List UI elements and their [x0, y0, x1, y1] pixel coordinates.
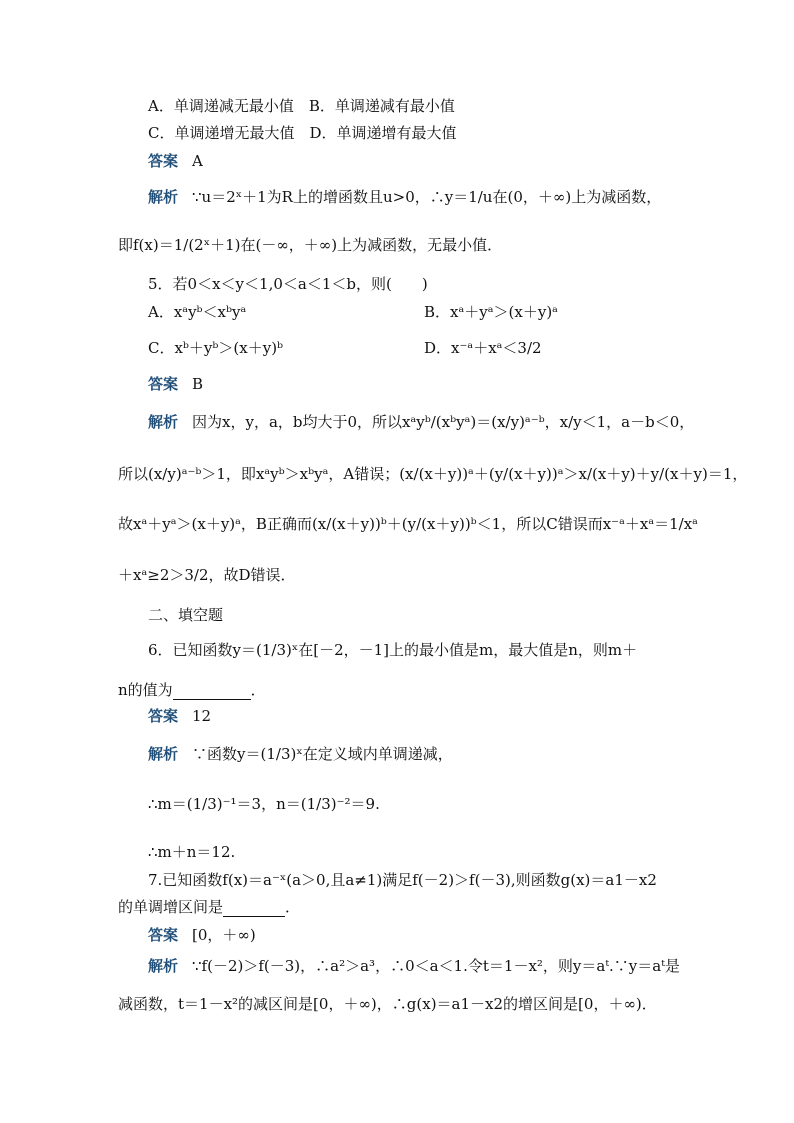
q5-stem: 5．若0＜x＜y＜1,0＜a＜1＜b，则( ): [148, 275, 428, 293]
answer-value: [0，＋∞): [192, 926, 256, 944]
answer-label: 答案: [148, 375, 179, 393]
q4-solution-line1: 解析 ∵u＝2ˣ＋1为R上的增函数且u>0，∴y＝1/u在(0，＋∞)上为减函数，: [148, 188, 662, 206]
q7-solution-line2: 减函数，t＝1－x²的减区间是[0，＋∞)，∴g(x)＝a1－x2的增区间是[0，＋∞)．: [118, 995, 657, 1013]
q5-answer: [148, 374, 203, 394]
solution-label: 解析: [148, 413, 179, 431]
q5-solution-line3: 故xᵃ＋yᵃ＞(x＋y)ᵃ，B正确而(x/(x＋y))ᵇ＋(y/(x＋y))ᵇ＜1，所以C错误而x⁻ᵃ＋xᵃ＝1/xᵃ: [118, 515, 698, 533]
q4-options-ab: A．单调递减无最小值 B．单调递减有最小值: [148, 97, 455, 115]
answer-value: 12: [192, 707, 212, 725]
q7-answer: [148, 925, 256, 945]
answer-value: B: [192, 375, 204, 393]
answer-label: 答案: [148, 926, 179, 944]
q6-stem-line1: 6．已知函数y＝(1/3)ˣ在[－2，－1]上的最小值是m，最大值是n，则m＋: [148, 641, 638, 659]
q5-option-d: D．x⁻ᵃ＋xᵃ＜3/2: [424, 339, 542, 357]
q6-solution-line3: ∴m＋n＝12.: [148, 843, 236, 861]
solution-label: 解析: [148, 188, 179, 206]
q6-solution-line1: 解析 ∵函数y＝(1/3)ˣ在定义域内单调递减，: [148, 745, 453, 763]
q5-solution-line4: ＋xᵃ≥2＞3/2，故D错误．: [118, 566, 296, 584]
q6-stem-line2: n的值为 ．: [118, 681, 266, 699]
q7-stem-line2: 的单调增区间是 ．: [118, 898, 301, 916]
q5-option-c: C．xᵇ＋yᵇ＞(x＋y)ᵇ: [148, 339, 284, 357]
answer-blank: [223, 900, 285, 917]
answer-blank: [173, 683, 251, 700]
answer-label: 答案: [148, 152, 179, 170]
q5-solution-line2: 所以(x/y)ᵃ⁻ᵇ＞1，即xᵃyᵇ＞xᵇyᵃ，A错误；(x/(x＋y))ᵃ＋(y/(x＋y))ᵃ＞x/(x＋y)＋y/(x＋y)＝1，: [118, 465, 748, 483]
q7-solution-line1: 解析 ∵f(－2)＞f(－3)，∴a²＞a³，∴0＜a＜1.令t＝1－x²，则y＝aᵗ.∵y＝aᵗ是: [148, 957, 680, 975]
solution-label: 解析: [148, 957, 179, 975]
solution-label: 解析: [148, 745, 179, 763]
section-heading: 二、填空题: [148, 606, 224, 624]
answer-value: A: [192, 152, 203, 170]
q5-solution-line1: 解析 因为x，y，a，b均大于0，所以xᵃyᵇ/(xᵇyᵃ)＝(x/y)ᵃ⁻ᵇ，x/y＜1，a－b＜0，: [148, 413, 695, 431]
q6-solution-line2: ∴m＝(1/3)⁻¹＝3，n＝(1/3)⁻²＝9.: [148, 795, 380, 813]
q5-option-b: B．xᵃ＋yᵃ＞(x＋y)ᵃ: [424, 303, 558, 321]
q7-stem-line1: 7.已知函数f(x)＝a⁻ˣ(a＞0,且a≠1)满足f(－2)＞f(－3),则函数g(x)＝a1－x2: [148, 871, 657, 889]
answer-label: 答案: [148, 707, 179, 725]
q6-answer: [148, 706, 211, 726]
q4-options-cd: C．单调递增无最大值 D．单调递增有最大值: [148, 124, 457, 142]
q4-answer: [148, 151, 203, 171]
q4-solution-line2: 即f(x)＝1/(2ˣ＋1)在(－∞，＋∞)上为减函数，无最小值．: [118, 236, 503, 254]
q5-option-a: A．xᵃyᵇ＜xᵇyᵃ: [148, 303, 247, 321]
